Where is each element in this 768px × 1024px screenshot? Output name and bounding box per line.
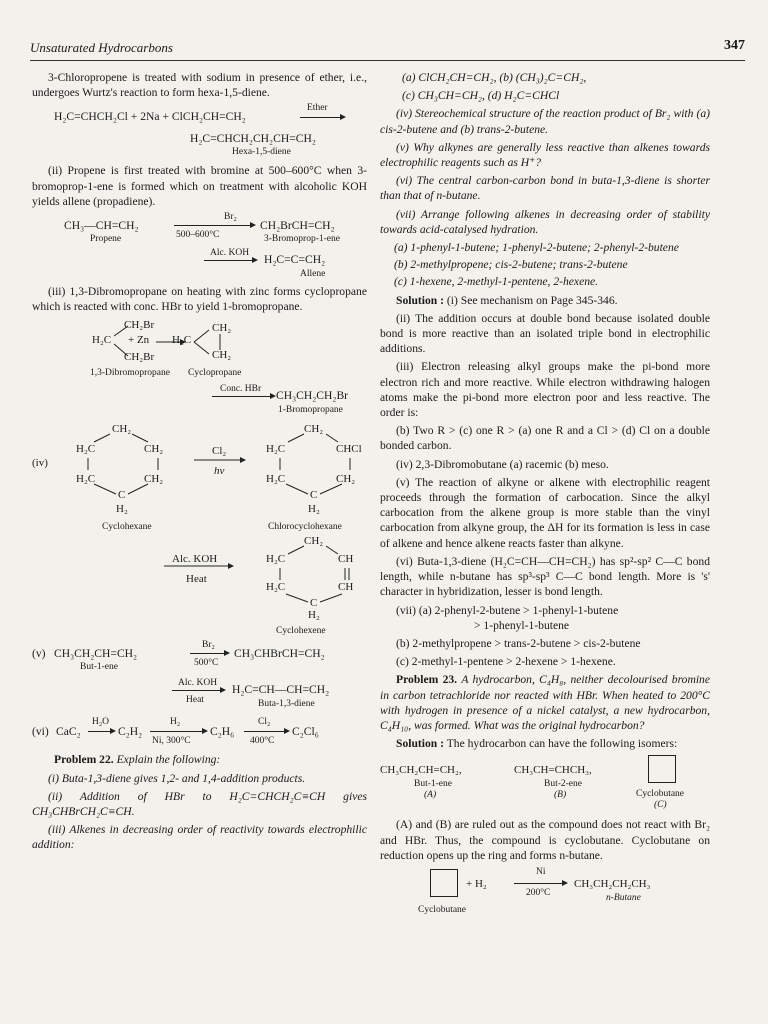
left-column xyxy=(32,70,367,856)
question-vii-c: (c) 1-hexene, 2-methyl-1-pentene, 2-hexene. xyxy=(394,275,599,289)
question-vi: (vi) The central carbon-carbon bond in buta-1,3-diene is shorter than that of n-butane. xyxy=(380,174,710,203)
diagram-cyclopropane xyxy=(32,318,367,380)
problem-22-i: (i) Buta-1,3-diene gives 1,2- and 1,4-addition products. xyxy=(48,771,306,785)
d3-product-name: Chlorocyclohexane xyxy=(268,522,342,533)
isomer-a-tag: (A) xyxy=(424,790,437,801)
eq2-arrow xyxy=(174,225,254,226)
equation-bromopropane xyxy=(32,384,367,416)
solution-23 xyxy=(380,736,710,751)
paragraph-wurtz: 3-Chloropropene is treated with sodium in presence of ether, i.e., undergoes Wurtz's reaction to form hexa-1,5-diene. xyxy=(32,71,367,100)
final-cond-top: Ni xyxy=(536,866,546,877)
d1-reactant-name: 1,3-Dibromopropane xyxy=(90,368,170,379)
solution-22-i xyxy=(380,293,710,308)
paragraph-dibromopropane: (iii) 1,3-Dibromopropane on heating with zinc forms cyclopropane which is reacted with conc. HBr to yield 1-bromopropane. xyxy=(32,285,367,314)
d1-plus-zn: + Zn xyxy=(128,334,150,347)
equation-butadiene xyxy=(32,678,367,714)
eq7-a: CaC₂ xyxy=(56,725,81,739)
equation-butene xyxy=(32,640,367,676)
d4-h2c-upper: H₂C xyxy=(266,553,286,566)
eq3-product: H₂C=C=CH₂ xyxy=(264,253,326,267)
eq5-arrow xyxy=(190,653,228,654)
equation-wurtz-product xyxy=(32,131,367,161)
eq5-reactant-name: But-1-ene xyxy=(80,662,118,673)
reactivity-list-1: (a) ClCH₂CH=CH₂, (b) (CH₃)₂C=CH₂, xyxy=(402,71,587,84)
header-rule xyxy=(30,60,745,61)
eq1-arrow xyxy=(300,117,344,118)
diagram-cyclohexene xyxy=(32,536,367,636)
diagram-chlorination xyxy=(32,420,367,532)
problem-22-title: Problem 22. xyxy=(54,753,114,767)
problem-23 xyxy=(380,672,710,733)
eq7-b: C₂H₂ xyxy=(118,725,143,739)
page-number: 347 xyxy=(724,38,745,53)
d4-cond-bottom: Heat xyxy=(186,573,207,586)
d3-ring-h2c-upper: H₂C xyxy=(76,443,96,456)
isomer-c-tag: (C) xyxy=(654,800,667,811)
eq7-c2-bottom: Ni, 300°C xyxy=(152,736,191,747)
eq5-reactant: CH₃CH₂CH=CH₂ xyxy=(54,647,138,661)
d1-ch2br-top: CH₂Br xyxy=(124,319,155,332)
solution-22-iii-order: (b) Two R > (c) one R > (a) one R and a Cl > (d) Cl on a double bonded carbon. xyxy=(380,424,710,453)
d3-ring-ch2-upper: CH₂ xyxy=(144,443,164,456)
d4-c: C xyxy=(310,597,318,610)
eq5-label: (v) xyxy=(32,647,46,661)
eq3-product-name: Allene xyxy=(300,269,326,280)
isomer-b-tag: (B) xyxy=(554,790,567,801)
d3-prod-c: C xyxy=(310,489,318,502)
reduction-equation xyxy=(380,867,710,917)
eq1-condition: Ether xyxy=(307,103,328,114)
running-title: Unsaturated Hydrocarbons xyxy=(30,40,173,55)
eq7-c3-bottom: 400°C xyxy=(250,736,275,747)
isomer-c-name: Cyclobutane xyxy=(636,789,685,800)
d1-h2c-right: H₂C xyxy=(172,334,192,347)
eq2-product-name: 3-Bromoprop-1-ene xyxy=(264,234,340,245)
d3-ring-top: CH₂ xyxy=(112,423,132,436)
eq2-product: CH₂BrCH=CH₂ xyxy=(260,219,335,233)
d3-prod-top: CH₂ xyxy=(304,423,324,436)
d2-product: CH₃CH₂CH₂Br xyxy=(276,389,349,403)
equation-propene xyxy=(32,212,367,246)
d3-prod-h2: H₂ xyxy=(308,503,320,516)
d1-product-name: Cyclopropane xyxy=(188,368,242,379)
isomer-a: CH₃CH₂CH=CH₂, xyxy=(380,764,462,777)
final-cond-bottom: 200°C xyxy=(526,887,551,898)
final-plus: + H₂ xyxy=(466,877,487,890)
eq5-product: CH₃CHBrCH=CH₂ xyxy=(234,647,325,661)
eq6-cond-bottom: Heat xyxy=(186,695,204,706)
final-product: CH₃CH₂CH₂CH₃ xyxy=(574,877,651,890)
eq2-cond-bottom: 500–600°C xyxy=(176,230,220,241)
reactivity-list-2: (c) CH₃CH=CH₂, (d) H₂C=CHCl xyxy=(402,89,560,103)
final-reactant-name: Cyclobutane xyxy=(418,904,467,915)
equation-allene xyxy=(32,248,367,282)
solution-22-vii-a: (vii) (a) 2-phenyl-2-butene > 1-phenyl-1-butene xyxy=(396,603,619,617)
eq1-reactant: H₂C=CHCH₂Cl + 2Na + ClCH₂CH=CH₂ xyxy=(54,110,246,124)
question-iv: (iv) Stereochemical structure of the reaction product of Br₂ with (a) cis-2-butene and (b) trans-2-butene. xyxy=(380,107,710,136)
eq7-arrow2 xyxy=(150,731,206,732)
isomer-b-name: But-2-ene xyxy=(544,779,582,790)
solution-22-vii-c: (c) 2-methyl-1-pentene > 2-hexene > 1-hexene. xyxy=(396,655,616,669)
d2-arrow xyxy=(212,396,274,397)
d3-label: (iv) xyxy=(32,457,48,470)
question-vii-b: (b) 2-methylpropene; cis-2-butene; trans-2-butene xyxy=(394,258,628,272)
eq2-cond-top: Br₂ xyxy=(224,212,237,223)
d1-ch2-bottom: CH₂ xyxy=(212,349,232,362)
eq6-product-name: Buta-1,3-diene xyxy=(258,699,315,710)
paragraph-propene: (ii) Propene is first treated with bromine at 500–600°C when 3-bromoprop-1-ene is formed which on treatment with alcoholic KOH yields allene (propadiene). xyxy=(32,164,367,208)
d3-reactant-name: Cyclohexane xyxy=(102,522,152,533)
isomer-b: CH₃CH=CHCH₃, xyxy=(514,764,592,777)
d3-prod-h2c-lower: H₂C xyxy=(266,473,286,486)
d3-prod-chcl: CHCl xyxy=(336,443,362,456)
isomer-a-name: But-1-ene xyxy=(414,779,452,790)
problem-22-text: Explain the following: xyxy=(116,753,221,767)
problem-23-title: Problem 23. xyxy=(396,673,458,687)
d4-h2: H₂ xyxy=(308,609,320,622)
eq7-d: C₂Cl₆ xyxy=(292,725,319,739)
eq5-cond-top: Br₂ xyxy=(202,640,215,651)
problem-23-text: A hydrocarbon, C₄H₈, neither decolourised bromine in carbon tetrachloride nor reacted with HBr. When heated to 200°C with hydrogen in presence of a nickel catalyst, a new hydrocarbon, C₄H₁₀, was formed. What was the original hydrocarbon? xyxy=(380,673,710,732)
d4-ch-upper: CH xyxy=(338,553,354,566)
eq7-c: C₂H₆ xyxy=(210,725,235,739)
eq7-c3-top: Cl₂ xyxy=(258,717,271,728)
final-arrow xyxy=(514,883,566,884)
solution-23-conclusion: (A) and (B) are ruled out as the compound does not react with Br₂ and HBr. Thus, the compound is cyclobutane. Cyclobutane on reduction opens up the ring and forms n-butane. xyxy=(380,818,710,862)
eq7-c2-top: H₂ xyxy=(170,717,181,728)
eq2-reactant: CH₃—CH=CH₂ xyxy=(64,219,139,233)
d3-ring-h2c-lower: H₂C xyxy=(76,473,96,486)
final-product-name: n-Butane xyxy=(606,892,641,903)
right-column xyxy=(380,70,710,921)
question-vii-a: (a) 1-phenyl-1-butene; 1-phenyl-2-butene; 2-phenyl-2-butene xyxy=(394,241,679,255)
eq1-product: H₂C=CHCH₂CH₂CH=CH₂ xyxy=(190,132,316,146)
d4-product-name: Cyclohexene xyxy=(276,626,326,637)
eq2-reactant-name: Propene xyxy=(90,234,122,245)
solution-22-v: (v) The reaction of alkyne or alkene with electrophilic reagent proceeds through the formation of carbocation. Since the alkyl carbocation from the alkene group is more stable than the vinyl carbocation from alkyne group, the ΔH for its formation is less in case of alkene and hence alkene reacts faster than alkyne. xyxy=(380,475,710,550)
cyclobutane-square-final xyxy=(430,869,458,897)
eq7-c1: H₂O xyxy=(92,717,110,728)
d4-cond-top: Alc. KOH xyxy=(172,553,218,566)
d4-h2c-lower: H₂C xyxy=(266,581,286,594)
d4-ch-lower: CH xyxy=(338,581,354,594)
d1-h2c: H₂C xyxy=(92,334,112,347)
eq6-arrow xyxy=(172,690,224,691)
isomer-row xyxy=(380,755,710,813)
d2-product-name: 1-Bromopropane xyxy=(278,405,343,416)
eq5-cond-bottom: 500°C xyxy=(194,658,219,669)
solution-22-iii: (iii) Electron releasing alkyl groups make the pi-bond more electron rich and more reactive. While electron withdrawing halogen atoms make the pi-bond more electron poor and less reactive. The order is: xyxy=(380,360,710,420)
d3-prod-ch2-lower: CH₂ xyxy=(336,473,356,486)
solution-22-vii-b: (b) 2-methylpropene > trans-2-butene > cis-2-butene xyxy=(396,636,641,650)
eq7-arrow1 xyxy=(88,731,114,732)
d3-cond-top: Cl₂ xyxy=(212,445,227,458)
solution-22-vii-a-cont: > 1-phenyl-1-butene xyxy=(474,618,570,632)
eq1-product-name: Hexa-1,5-diene xyxy=(232,147,291,158)
d3-prod-h2c-upper: H₂C xyxy=(266,443,286,456)
d3-cond-bottom: hv xyxy=(214,465,225,478)
question-vii-options xyxy=(380,240,710,290)
question-v: (v) Why alkynes are generally less reactive than alkenes towards electrophilic reagents such as H⁺? xyxy=(380,140,710,170)
eq3-arrow xyxy=(204,260,256,261)
eq7-label: (vi) xyxy=(32,725,49,739)
d3-ring-h2: H₂ xyxy=(116,503,128,516)
solution-23-text: The hydrocarbon can have the following isomers: xyxy=(446,737,678,751)
solution-22-ii: (ii) The addition occurs at double bond because isolated double bond is more reactive than an isolated triple bond in electrophilic additions. xyxy=(380,311,710,356)
solution-22-vi: (vi) Buta-1,3-diene (H₂C=CH—CH=CH₂) has sp²-sp² C—C bond length, while n-butane has sp³-sp³ C—C bond length. More is 's' character in hybridization, lesser is bond length. xyxy=(380,554,710,599)
eq6-product: H₂C=CH—CH=CH₂ xyxy=(232,683,330,697)
solution-23-label: Solution : xyxy=(396,737,444,751)
d4-ring-top: CH₂ xyxy=(304,535,324,548)
equation-carbide xyxy=(32,716,367,750)
d1-ch2-top: CH₂ xyxy=(212,322,232,335)
cyclobutane-square xyxy=(648,755,676,783)
solution-22-i-text: (i) See mechanism on Page 345-346. xyxy=(446,293,618,307)
problem-22-heading xyxy=(54,752,367,767)
eq3-cond: Alc. KOH xyxy=(210,248,250,259)
problem-22-iii: (iii) Alkenes in decreasing order of reactivity towards electrophilic addition: xyxy=(32,823,367,852)
d3-ring-c: C xyxy=(118,489,126,502)
d1-ch2br-bottom: CH₂Br xyxy=(124,351,155,364)
eq7-arrow3 xyxy=(244,731,288,732)
question-vii: (vii) Arrange following alkenes in decreasing order of stability towards acid-catalysed hydration. xyxy=(380,207,710,236)
solution-22-label: Solution : xyxy=(396,293,444,307)
problem-22-ii: (ii) Addition of HBr to H₂C=CHCH₂C≡CH gives CH₃CHBrCH₂C≡CH. xyxy=(32,789,367,819)
d2-cond: Conc. HBr xyxy=(220,384,262,395)
eq6-cond-top: Alc. KOH xyxy=(178,678,218,689)
d3-ring-ch2-lower: CH₂ xyxy=(144,473,164,486)
solution-22-iv: (iv) 2,3-Dibromobutane (a) racemic (b) meso. xyxy=(396,457,609,471)
